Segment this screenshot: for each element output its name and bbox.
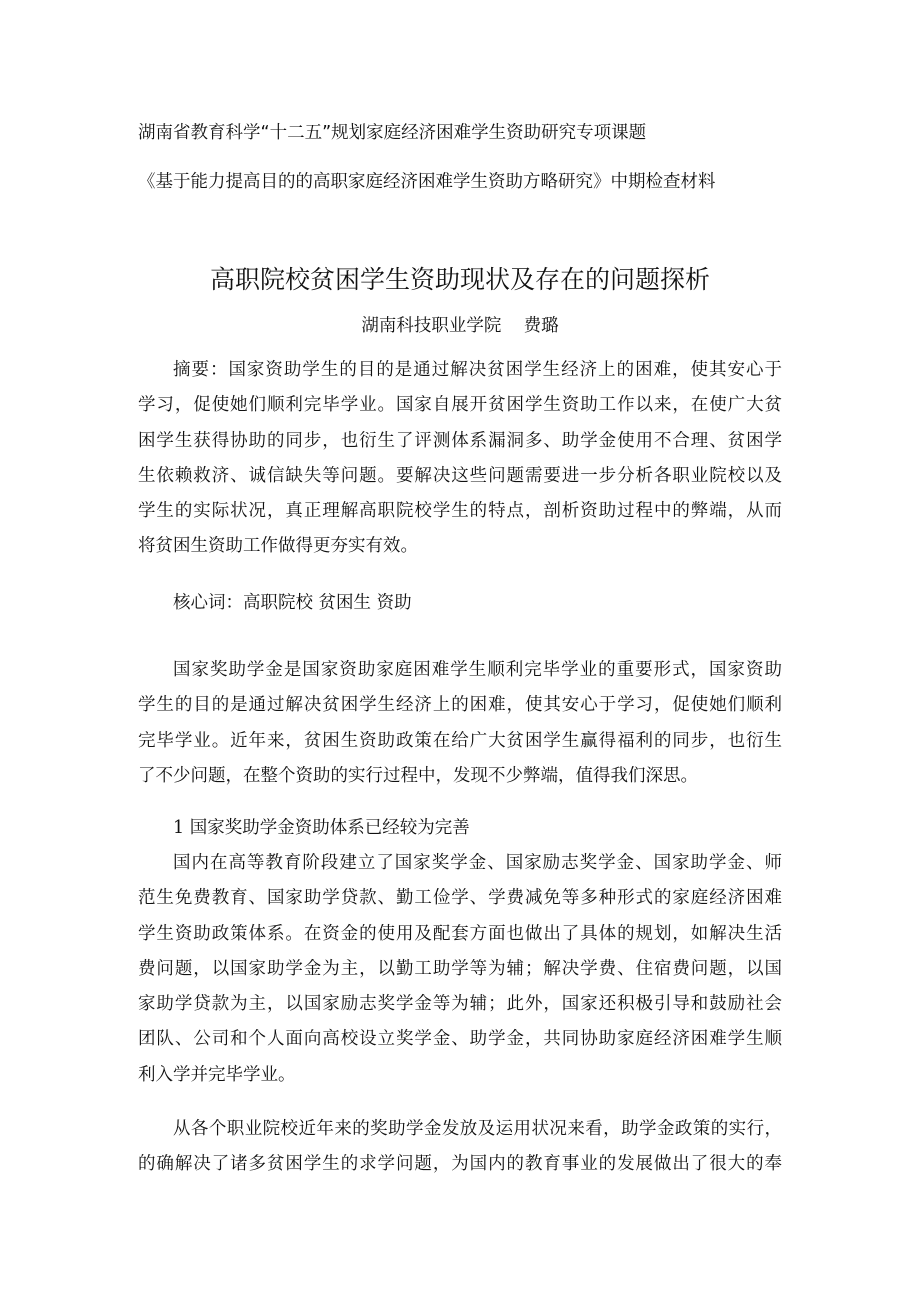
keywords-line: 核心词：高职院校 贫困生 资助 xyxy=(173,593,412,613)
section-1-heading-block xyxy=(138,811,782,846)
section-1-heading: 1 国家奖助学金资助体系已经较为完善 xyxy=(173,818,470,838)
abstract-line: 摘要：国家资助学生的目的是通过解决贫困学生经济上的困难，使其安心于 xyxy=(173,360,782,380)
intro-line: 国家奖助学金是国家资助家庭困难学生顺利完毕学业的重要形式，国家资助 xyxy=(173,660,782,680)
section-1-paragraph-1 xyxy=(138,846,782,1093)
abstract-line: 将贫困生资助工作做得更夯实有效。 xyxy=(138,536,418,557)
body-line: 从各个职业院校近年来的奖助学金发放及运用状况来看，助学金政策的实行， xyxy=(173,1119,782,1139)
intro-line: 学生的目的是通过解决贫困学生经济上的困难，使其安心于学习，促使她们顺利 xyxy=(138,695,782,716)
body-line: 家助学贷款为主，以国家励志奖学金等为辅；此外，国家还积极引导和鼓励社会 xyxy=(138,994,782,1015)
abstract-line: 生依赖救济、诚信缺失等问题。要解决这些问题需要进一步分析各职业院校以及 xyxy=(138,465,782,486)
project-header-line-1: 湖南省教育科学“十二五”规划家庭经济困难学生资助研究专项课题 xyxy=(138,123,647,143)
article-title: 高职院校贫困学生资助现状及存在的问题探析 xyxy=(209,265,710,294)
intro-line: 了不少问题，在整个资助的实行过程中，发现不少弊端，值得我们深思。 xyxy=(138,765,698,786)
body-line: 利入学并完毕学业。 xyxy=(138,1064,296,1085)
abstract-line: 学生的实际状况，真正理解高职院校学生的特点，剖析资助过程中的弊端，从而 xyxy=(138,501,782,522)
intro-paragraph xyxy=(138,653,782,794)
keywords-paragraph xyxy=(138,586,782,621)
section-1-paragraph-2 xyxy=(138,1112,782,1183)
project-header-line-2: 《基于能力提高目的的高职家庭经济困难学生资助方略研究》中期检查材料 xyxy=(138,172,716,192)
intro-line: 完毕学业。近年来，贫困生资助政策在给广大贫困学生赢得福利的同步，也衍生 xyxy=(138,730,782,751)
abstract-paragraph xyxy=(138,353,782,565)
article-author: 湖南科技职业学院 费璐 xyxy=(361,316,559,336)
abstract-line: 困学生获得协助的同步，也衍生了评测体系漏洞多、助学金使用不合理、贫困学 xyxy=(138,430,782,451)
body-line: 的确解决了诸多贫困学生的求学问题，为国内的教育事业的发展做出了很大的奉 xyxy=(138,1154,782,1175)
body-line: 费问题，以国家助学金为主，以勤工助学等为辅；解决学费、住宿费问题，以国 xyxy=(138,958,782,979)
body-line: 范生免费教育、国家助学贷款、勤工俭学、学费减免等多种形式的家庭经济困难 xyxy=(138,888,782,909)
body-line: 团队、公司和个人面向高校设立奖学金、助学金，共同协助家庭经济困难学生顺 xyxy=(138,1029,782,1050)
body-line: 国内在高等教育阶段建立了国家奖学金、国家励志奖学金、国家助学金、师 xyxy=(173,853,782,873)
body-line: 学生资助政策体系。在资金的使用及配套方面也做出了具体的规划，如解决生活 xyxy=(138,923,782,944)
abstract-line: 学习，促使她们顺利完毕学业。国家自展开贫困学生资助工作以来，在使广大贫 xyxy=(138,395,782,416)
